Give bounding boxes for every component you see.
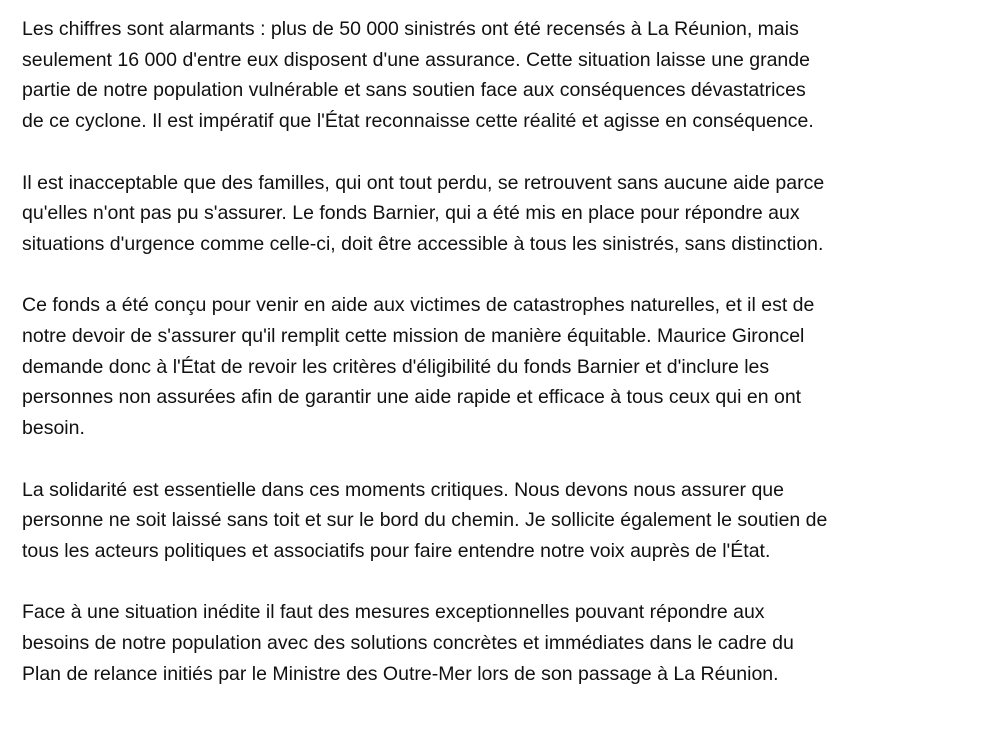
text-line: besoin. bbox=[22, 417, 85, 440]
text-line: Face à une situation inédite il faut des mesures exceptionnelles pouvant répondre aux bbox=[22, 601, 765, 624]
text-line: Il est inacceptable que des familles, qui ont tout perdu, se retrouvent sans aucune aide parce bbox=[22, 171, 825, 194]
text-line: seulement 16 000 d'entre eux disposent d'une assurance. Cette situation laisse une grande bbox=[22, 48, 810, 71]
text-line: partie de notre population vulnérable et sans soutien face aux conséquences dévastatrices bbox=[22, 79, 806, 102]
text-line: Les chiffres sont alarmants : plus de 50 000 sinistrés ont été recensés à La Réunion, mais bbox=[22, 18, 799, 40]
paragraph-3 bbox=[22, 290, 982, 444]
text-line: tous les acteurs politiques et associatifs pour faire entendre notre voix auprès de l'État. bbox=[22, 539, 771, 562]
text-line: qu'elles n'ont pas pu s'assurer. Le fonds Barnier, qui a été mis en place pour répondre aux bbox=[22, 202, 800, 225]
text-line: personne ne soit laissé sans toit et sur le bord du chemin. Je sollicite également le soutien de bbox=[22, 509, 828, 532]
text-line: notre devoir de s'assurer qu'il remplit cette mission de manière équitable. Maurice Gironcel bbox=[22, 325, 805, 347]
paragraph-4 bbox=[22, 475, 982, 567]
paragraph-5 bbox=[22, 597, 982, 689]
text-line: situations d'urgence comme celle-ci, doit être accessible à tous les sinistrés, sans distinction. bbox=[22, 232, 824, 255]
text-line: de ce cyclone. Il est impératif que l'État reconnaisse cette réalité et agisse en conséquence. bbox=[22, 110, 814, 133]
paragraph-1 bbox=[22, 14, 982, 137]
paragraph-2 bbox=[22, 168, 982, 260]
text-line: personnes non assurées afin de garantir une aide rapide et efficace à tous ceux qui en ont bbox=[22, 386, 802, 409]
text-line: La solidarité est essentielle dans ces moments critiques. Nous devons nous assurer que bbox=[22, 478, 784, 501]
text-line: besoins de notre population avec des solutions concrètes et immédiates dans le cadre du bbox=[22, 632, 794, 654]
text-line: demande donc à l'État de revoir les critères d'éligibilité du fonds Barnier et d'inclure les bbox=[22, 355, 770, 378]
text-line: Plan de relance initiés par le Ministre des Outre-Mer lors de son passage à La Réunion. bbox=[22, 662, 779, 685]
text-line: Ce fonds a été conçu pour venir en aide aux victimes de catastrophes naturelles, et il est de bbox=[22, 294, 815, 317]
document-body bbox=[22, 14, 982, 720]
